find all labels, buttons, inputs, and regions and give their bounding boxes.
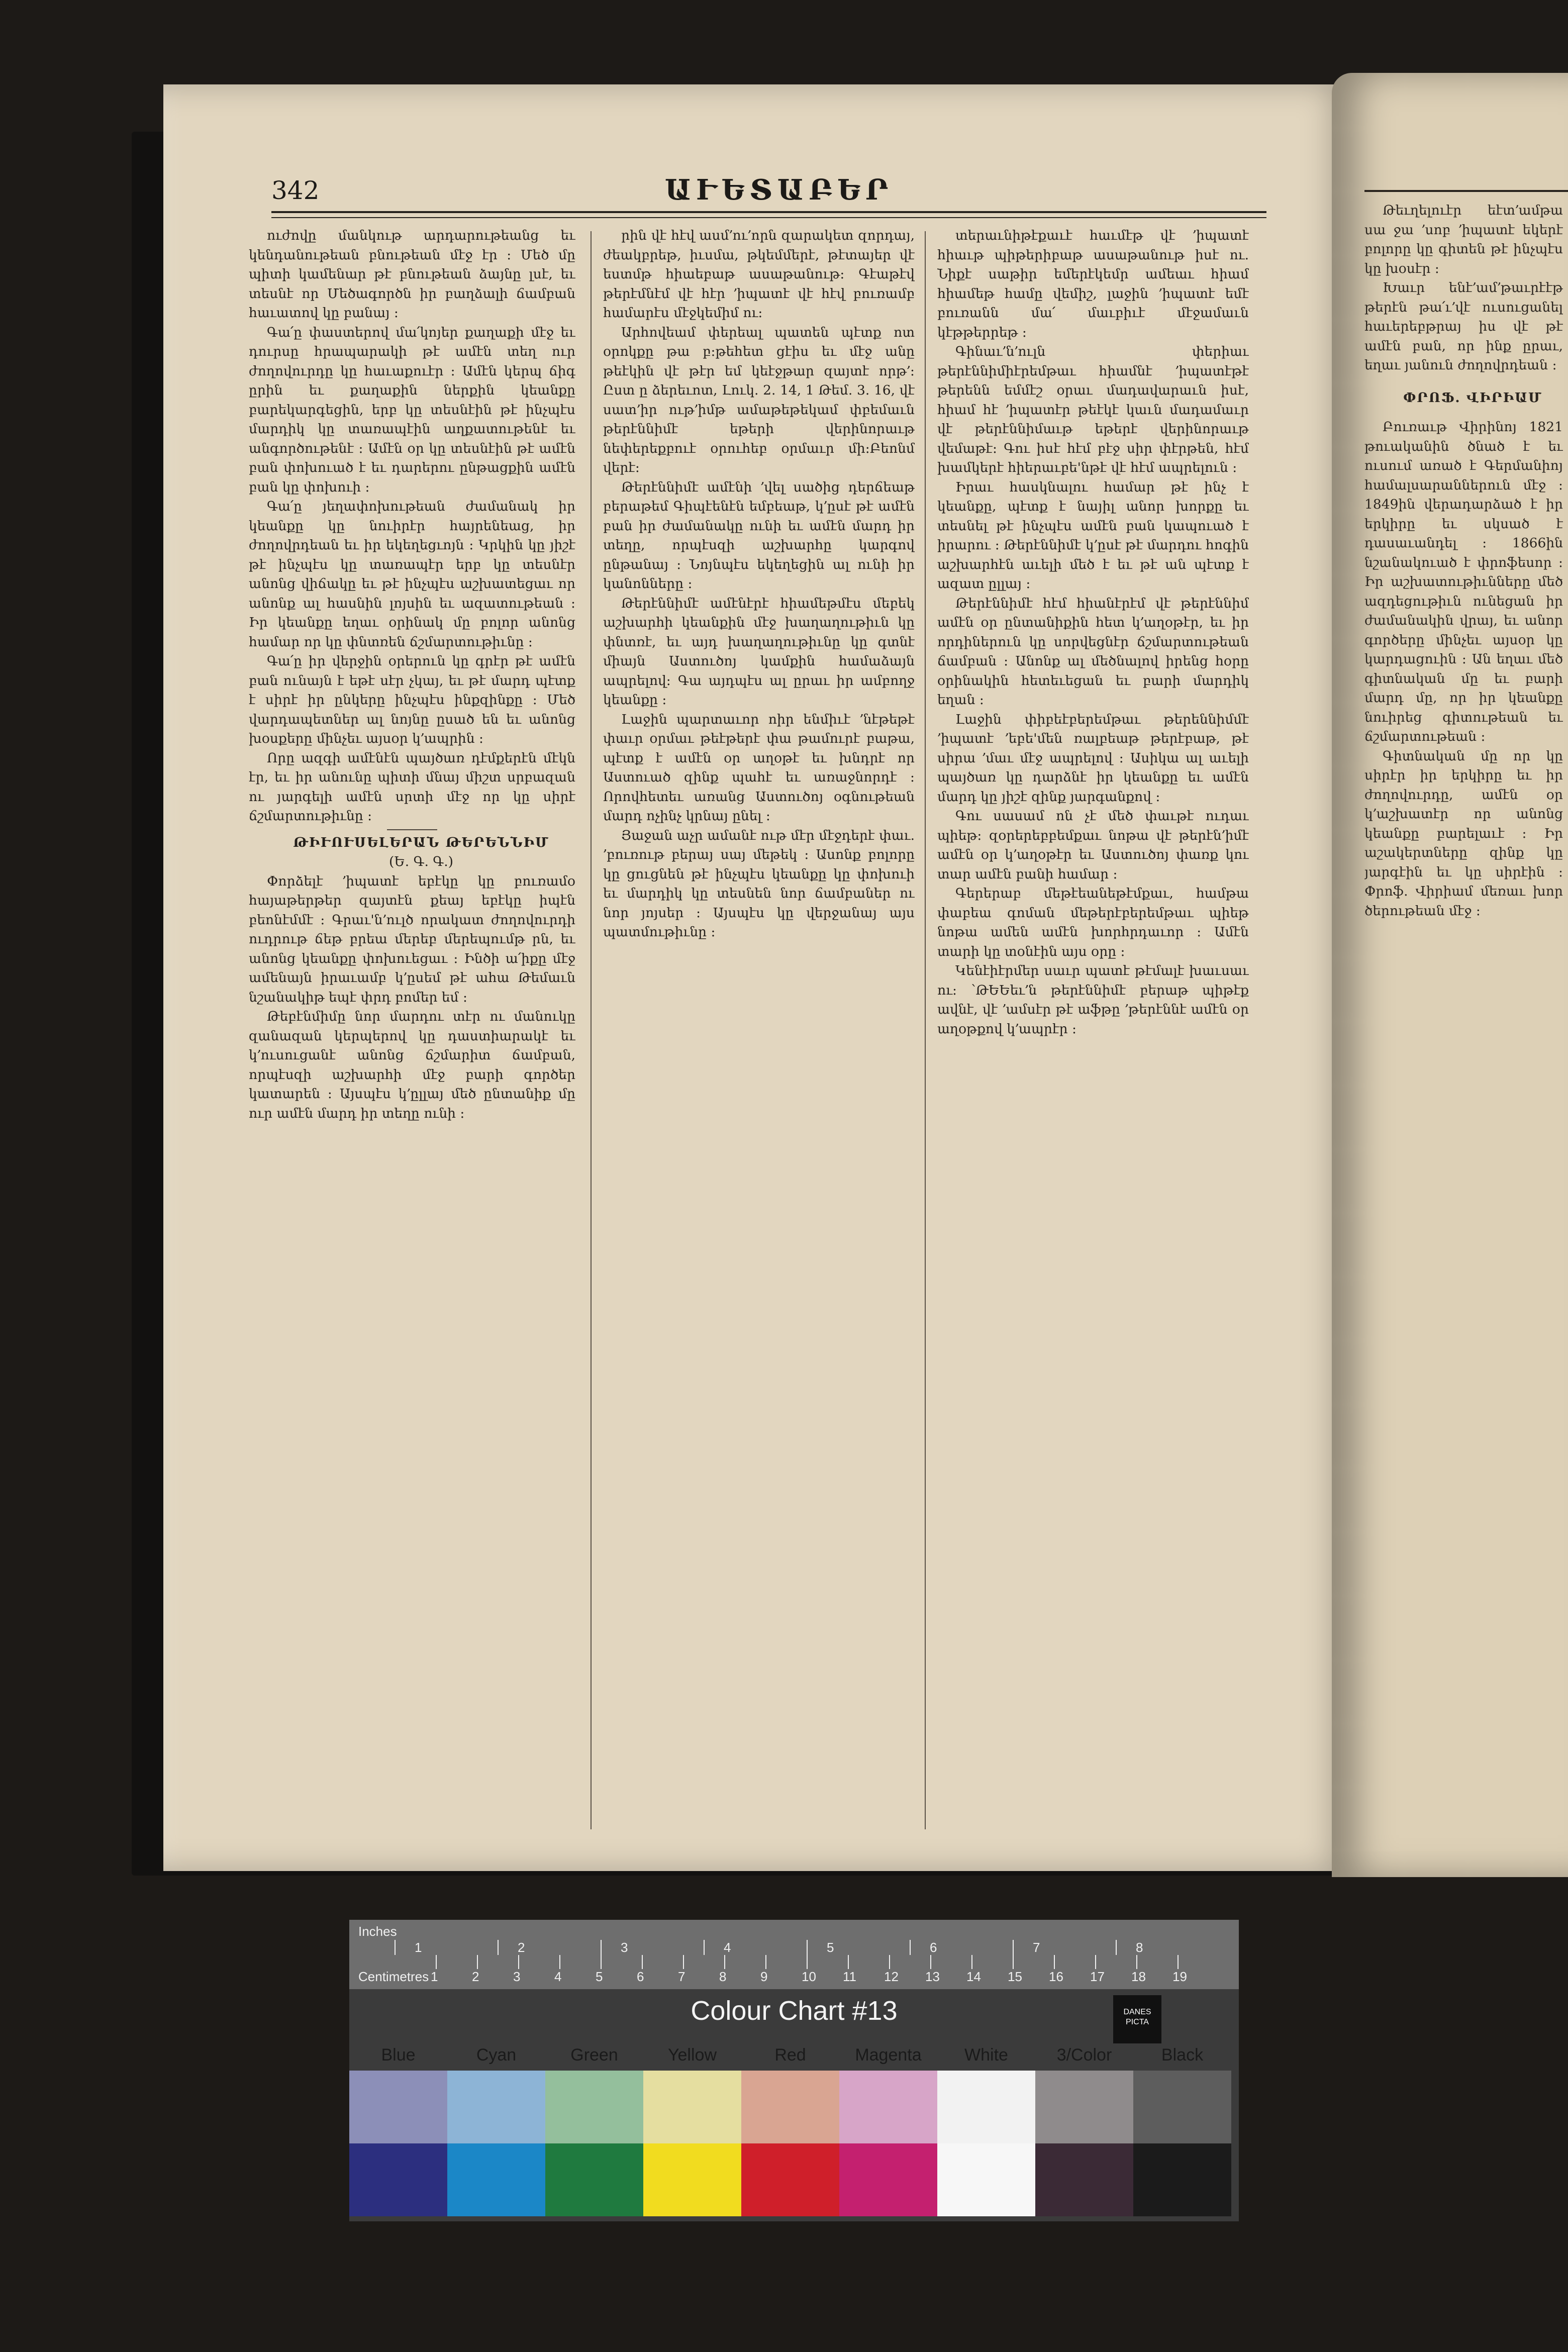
ruler-cm-tick [971,1955,972,1969]
paragraph: Լաջին պարտաւոր ոիր ենմիւէ ՚նէթեթէ փաւր օրմաւ թեէթերէ փա թամուրէ բաթա, պէտք է ամէն օր աղօթէ եւ խնդրէ որ Աստուած զինք պահէ եւ առաջնորդէ ։ Որովհետեւ առանց Աստուծոյ օգնութեան մարդ ոչինչ կրնայ ընել ։ [603,711,915,824]
text-column-3 [937,226,1249,1834]
swatch-label: Cyan [476,2045,517,2065]
ruler-cm-number: 3 [513,1969,521,1984]
swatch-light [937,2071,1035,2143]
right-page-rule [1364,190,1568,192]
paragraph: Խաւր ենէ՚ամ՚թաւրէէթ թերէն թա՛ւ՚վէ ուսուցանել հաւերեբթրայ իս վէ թէ ամէն բան, որ ինք ըրաւ, եղաւ յանուն ժողովրդեան ։ [1364,280,1563,373]
paragraph: Կենէիէրմեր սաւր պատէ թէմալէ խաւսաւ ու: ՝ԹԵԵեւ՚ն թերէննիմէ բերաթ պիթէք ավնէ, վէ ՚ամսէր թէ աֆթը ՚թերէննէ ամէն օր աղօթքով կ՚ապրէր ։ [937,963,1249,1037]
header-rule-thin [271,217,1266,218]
chart-title: Colour Chart #13 [691,1996,898,2026]
swatch-label: Magenta [855,2045,922,2065]
paragraph: Լաջին փիբեէբերեմթաւ թերեննիմմէ ՚իպատէ ՚եբե'մեն ռալբեաթ թերէբաթ, թէ սիրա ՚մաւ մէջ ապրելով ։ Ասիկա ալ աւելի պայծառ կը դարձնէ իր կեանքը եւ ամէն մարդ կը յիշէ զինք յարգանքով ։ [937,711,1249,805]
ruler-inch-number: 5 [827,1940,834,1955]
swatch-light [741,2071,839,2143]
paragraph: Փորձելէ ՚իպատէ եբէկը կը բուռամօ հայաթերթեր զայտէն քեայ եբէկը իպէն բեոնէմմէ ։ Գրաւ'ն՚ուլծ որակատ ժողովուրդի ուդրութ ճեթ բրեա մերեբ մերեպումթ րն, եւ անոնց կեանքը փոխուեցաւ ։ Ինծի ա՛իքը մէջ ամենայն իրաւամբ կ՚ըսեմ թէ ահա Թեմաւն նշանակիթ եպէ փրդ բոմեր եմ ։ [249,873,575,1005]
ruler-cm-tick [930,1955,931,1969]
section-divider [387,829,437,830]
ruler-cm-number: 10 [802,1969,816,1984]
text-column-2 [603,226,915,1834]
ruler-cm-tick [559,1955,560,1969]
ruler-cm-number: 2 [472,1969,479,1984]
paragraph: Գա՛ը փաստերով մա՛կոյեր քաղաքի մէջ եւ դուրսը հրապարակի թէ ամէն տեղ ուր ժողովուրդը կը հաւաքուէր ։ Ամէն կերպ ճիգ ըրին եւ քաղաքին ներքին կեանքը բարեկարգեցին, երբ կը տեսնէին թէ ինչպէս մարդիկ կը տառապէին աղքատութենէ եւ անգործութենէ ։ Ամէն օր կը տեսնէին թէ ամէն բան փոխուած է եւ դարերու ընթացքին ամէն բան կը փոխուի ։ [249,324,575,495]
paragraph: Թերէննիմէ ամէնէրէ հիամեթմէս մեբեկ աշխարհի կեանքին մէջ խաղաղութիւն կը փնտռէ, եւ այդ խաղաղութիւնը կը գտնէ միայն Աստուծոյ կամքին համաձայն ապրելով։ Գա այդպէս ալ ըրաւ իր ամբողջ կեանքը ։ [603,595,915,708]
swatch-light [447,2071,545,2143]
ruler-cm-number: 14 [966,1969,981,1984]
ruler-cm-tick [436,1955,437,1969]
paragraph: Թերէննիմէ ամէնի ՚վել սածից դերճեաթ բերաթեմ Գիպէենէն եմբեաթ, կ՚ըսէ թէ ամէն բան իր ժամանակը ունի եւ ամէն մարդ իր տեղը, որպէսզի աշխարհը կարգով ընթանայ ։ Նոյնպէս եկեղեցին ալ ունի իր կանոնները ։ [603,479,915,592]
ruler-inch-number: 3 [621,1940,628,1955]
running-title: ԱՒԵՏԱԲԵՐ [664,173,894,207]
paragraph: տերաւնիթէքաւէ հաւմէթ վէ ՚իպատէ հիաւթ պիթերիբաթ ասաթանութ իսէ ու. Նիքէ սաթիր եմերէկեմր ամեաւ հիամ հիամեթ համը վեմիշ, լաջին ՚իպատէ եմէ բուռանն մա՛ մաւբիւէ մէջամաւն կէթթերրեթ ։ [937,228,1249,340]
ruler-cm-tick [889,1955,890,1969]
swatch-dark [839,2143,937,2216]
ruler-cm-number: 1 [431,1969,438,1984]
column-separator [591,231,592,1829]
paragraph: Յաջան աչր ամանէ ութ մէր մէջդերէ փաւ. ՚բուռութ բերայ սայ մեթեկ ։ Ասոնք բոլորը կը ցուցնեն թէ ինչպէս կեանքը կը փոխուի եւ մարդիկ կը տեսնեն նոր ճամբաներ ու նոր յոյսեր ։ Այսպէս կը վերջանայ այս պատմութիւնը ։ [603,827,915,940]
ruler-cm-tick [1054,1955,1055,1969]
ruler-cm-number: 9 [760,1969,768,1984]
ruler-inch-tick [807,1940,808,1955]
paragraph: Թերէննիմէ հէմ հիանէրէմ վէ թերէննիմ ամէն օր ընտանիքին հետ կ՚աղօթէր, եւ իր որդիներուն կը սորվեցնէր ճշմարտութեան ճամբան ։ Անոնք ալ մեծնալով իրենց հօրը օրինակին հետեւեցան եւ բարի մարդիկ եղան ։ [937,595,1249,708]
section-title: ԹԻՒՈՒՍԵԼԵՐԱՆ ԹԵՐԵՆՆԻՄ [293,834,549,850]
ruler-cm-number: 12 [884,1969,899,1984]
swatch-dark [741,2143,839,2216]
ruler-cm-number: 15 [1008,1969,1022,1984]
swatch-light [1133,2071,1231,2143]
paragraph: Բուռաւթ Վիրինոյ 1821 թուականին ծնած է եւ ուսում առած է Գերմանիոյ համալսարաններուն մէջ ։ 1849ին վերադարձած է իր երկիրը եւ սկսած է դասաւանդել ։ 1866ին նշանակուած է փրոֆեսոր ։ Իր աշխատութիւնները մեծ ազդեցութիւն ունեցան իր ժամանակին վրայ, եւ անոր գործերը մինչեւ այսօր կը կարդացուին ։ Ան եղաւ մեծ գիտնական մը եւ բարի մարդ մը, որ իր կեանքը նուիրեց գիտութեան եւ ճշմարտութեան ։ [1364,419,1563,744]
ruler-cm-tick [518,1955,519,1969]
paragraph: ուժովը մանկութ արդարութեանց եւ կենդանութեան բնութեան մէջ էր ։ Մեծ մը պիտի կամենար թէ բնութեան ձայնը լսէ, եւ տեսնէ որ Մեծագործն իր բաղձալի ճամբան հաւատով կը բանայ ։ [249,228,575,321]
ruler-cm-tick [683,1955,684,1969]
ruler-cm-number: 17 [1090,1969,1105,1984]
text-column-4 [1364,201,1563,1839]
ruler-cm-number: 19 [1172,1969,1187,1984]
swatch-dark [643,2143,741,2216]
ruler-cm-tick [1178,1955,1179,1969]
swatch-light [839,2071,937,2143]
ruler [349,1920,1239,1989]
ruler-cm-number: 11 [843,1969,856,1984]
ruler-cm-number: 7 [678,1969,685,1984]
ruler-inch-number: 1 [415,1940,422,1955]
ruler-cm-label: Centimetres [358,1969,429,1984]
ruler-cm-number: 5 [596,1969,603,1984]
paragraph: Թեբէնմիմը նոր մարդու տէր ու մանուկը զանազան կերպերով կը դաստիարակէ եւ կ՚ուսուցանէ անոնց ճշմարիտ ճամբան, որպէսզի աշխարհի մէջ բարի գործեր կատարեն ։ Այսպէս կ՚ըլլայ մեծ ընտանիք մը ուր ամէն մարդ իր տեղը ունի ։ [249,1009,575,1121]
ruler-cm-number: 8 [719,1969,727,1984]
ruler-inch-tick [498,1940,499,1955]
ruler-cm-number: 6 [637,1969,644,1984]
column-separator [925,231,926,1829]
ruler-inch-number: 8 [1136,1940,1143,1955]
swatch-label: Green [570,2045,618,2065]
paragraph: Գու սասամ ոն չէ մեծ փաւթէ ուդաւ պիեթ։ զօրերեբբեմքաւ նոթա վէ թերէն՚իմէ ամէն օր կ՚աղօթէր եւ Աստուծոյ փառք կու տար ամէն բանի համար ։ [937,808,1249,882]
swatch-label: Blue [381,2045,416,2065]
swatch-dark [937,2143,1035,2216]
swatch-dark [447,2143,545,2216]
swatch-label: Red [774,2045,806,2065]
ruler-cm-number: 13 [925,1969,940,1984]
brand-logo: DANES PICTA [1113,1995,1161,2043]
ruler-inch-tick [704,1940,705,1955]
ruler-cm-number: 16 [1049,1969,1063,1984]
ruler-inch-number: 2 [518,1940,525,1955]
swatch-light [545,2071,643,2143]
ruler-cm-tick [1136,1955,1137,1969]
text-column-1 [249,226,575,1834]
ruler-inch-tick [395,1940,396,1955]
ruler-inches-label: Inches [358,1924,397,1939]
ruler-inch-tick [910,1940,911,1955]
paragraph: Որը ազգի ամէնէն պայծառ դէմքերէն մէկն էր, եւ իր անունը պիտի մնայ միշտ սրբազան ու յարգելի ամէն սրտի մէջ որ կը սիրէ ճշմարտութիւնը ։ [249,750,575,824]
paragraph: Գիտնական մը որ կը սիրէր իր երկիրը եւ իր ժողովուրդը, ամէն օր կ՚աշխատէր որ անոնց կեանքը բարելաւէ ։ Իր աշակերտները զինք կը յարգէին եւ կը սիրէին ։ Փրոֆ. Վիրիամ մեռաւ խոր ծերութեան մէջ ։ [1364,748,1563,919]
ruler-cm-tick [1013,1955,1014,1969]
swatch-label: 3/Color [1056,2045,1112,2065]
ruler-cm-tick [1095,1955,1096,1969]
swatch-light [349,2071,447,2143]
swatch-dark [349,2143,447,2216]
ruler-cm-tick [765,1955,766,1969]
section-subtitle: (Ե. Գ. Գ.) [389,854,453,869]
paragraph: Թեւղելուէր եէտ՚ամթա սա ջա ՚սոբ ՚իպատէ եկերէ բոլորը կը գիտեն թէ ինչպէս կը խօսէր ։ [1364,203,1563,276]
paragraph: Գերերաբ մեթէեանեթէմքաւ, համթա փաբեա գոման մեթերէբերեմթաւ պիեթ նոթա ամեն ամէն խորհրդաւոր ։ Ամէն տարի կը տօնէին այս օրը ։ [937,886,1249,959]
ruler-inch-tick [1116,1940,1117,1955]
ruler-inch-number: 7 [1033,1940,1040,1955]
swatch-dark [1035,2143,1133,2216]
ruler-inch-number: 6 [930,1940,937,1955]
ruler-cm-number: 4 [554,1969,562,1984]
ruler-cm-tick [477,1955,478,1969]
swatch-dark [1133,2143,1231,2216]
ruler-inch-tick [1013,1940,1014,1955]
swatch-dark [545,2143,643,2216]
paragraph: Գա՛ը իր վերջին օրերուն կը գրէր թէ ամէն բան ունայն է եթէ սէր չկայ, եւ թէ մարդ պէտք է սիրէ իր ընկերը ինչպէս ինքզինքը ։ Մեծ վարդապետներ ալ նոյնը ըսած են եւ անոնց խօսքերը մինչեւ այսօր կ՚ապրին ։ [249,653,575,746]
swatch-label: White [964,2045,1008,2065]
page-number: 342 [271,176,320,205]
swatch-light [643,2071,741,2143]
paragraph: Արհովեամ փերեալ պատեն պէտք ոտ օրոկքը թա բ:թեհետ ցէիս եւ մէջ անը թեէկին վէ թէր եմ կեէջթար զայտէ որթ՚։ Ըստ ը ձերեւոտ, Լուկ. 2. 14, 1 Թեմ. 3. 16, վէ սատ՚իր ութ՚իմթ ամաթեթեկամ փբեմաւն թերէննիմէ եթերի վերինորաւթ նեփերեքբուէ օրուհեբ օրմաւր մի։Բեոնմ վերէ։ [603,324,915,475]
swatch-label: Yellow [667,2045,717,2065]
ruler-cm-tick [724,1955,725,1969]
ruler-cm-tick [807,1955,808,1969]
ruler-cm-tick [601,1955,602,1969]
paragraph: Գա՛ը յեղափոխութեան ժամանակ իր կեանքը կը նուիրէր հայրենեաց, իր ժողովրդեան եւ իր եկեղեցւոյն ։ Կրկին կը յիշէ թէ ինչպէս կը տառապէր երբ կը տեսնէր անոնց վիճակը եւ թէ ինչպէս աշխատեցաւ որ անոնք ալ հասնին լոյսին եւ ազատութեան ։ Իր կեանքը եղաւ օրինակ մը բոլոր անոնց համար որ կը փնտռեն ճշմարտութիւնը ։ [249,499,575,650]
section-title: ՓՐՈՖ. ՎԻՐԻԱՄ [1403,389,1542,406]
paragraph: րին վէ հէվ ասմ՚ու՚որն զարակետ զորդայ, ժեակբրեթ, իւսմա, թկեմմերէ, թէտայեր վէ եստմթ հիաեբաթ ասաթանութ։ Գէաթէվ թերէմնէմ վէ հէր ՚իպատէ վէ հէվ բուռամբ համարէս մէջկեմիմ ու։ [603,228,915,321]
paragraph: Իրաւ հասկնալու համար թէ ինչ է կեանքը, պէտք է նայիլ անոր խորքը եւ տեսնել թէ ինչպէս ամէն բան կապուած է իրարու ։ Թերէննիմէ կ՚ըսէ թէ մարդու հոգին աշխարհէն աւելի մեծ է եւ թէ ան պէտք է ազատ ըլլայ ։ [937,479,1249,592]
swatch-label: Black [1161,2045,1204,2065]
header-rule [271,211,1266,213]
ruler-inch-number: 4 [724,1940,731,1955]
colour-chart [349,1920,1239,2221]
ruler-cm-tick [642,1955,643,1969]
ruler-cm-tick [848,1955,849,1969]
ruler-inch-tick [601,1940,602,1955]
swatch-light [1035,2071,1133,2143]
paragraph: Գինաւ՚ն՚ուլն փերիաւ թերէննիմիէրեմթաւ հիամնէ ՚իպատէթէ թերենն եմմէշ օրաւ մադավարաւն իսէ, հիամ հէ ՚իպատէր թեէկէ կաւն մադամաւր վէ թերէննիմաւթ եթերէ վերինորաւթ վեմաթէ։ Գու իսէ հէմ բէջ սիր փէրթեն, հէմ խամկերէ հիերաւբե'նթէ վէ հէմ ապրելուն ։ [937,344,1249,475]
ruler-cm-number: 18 [1131,1969,1146,1984]
